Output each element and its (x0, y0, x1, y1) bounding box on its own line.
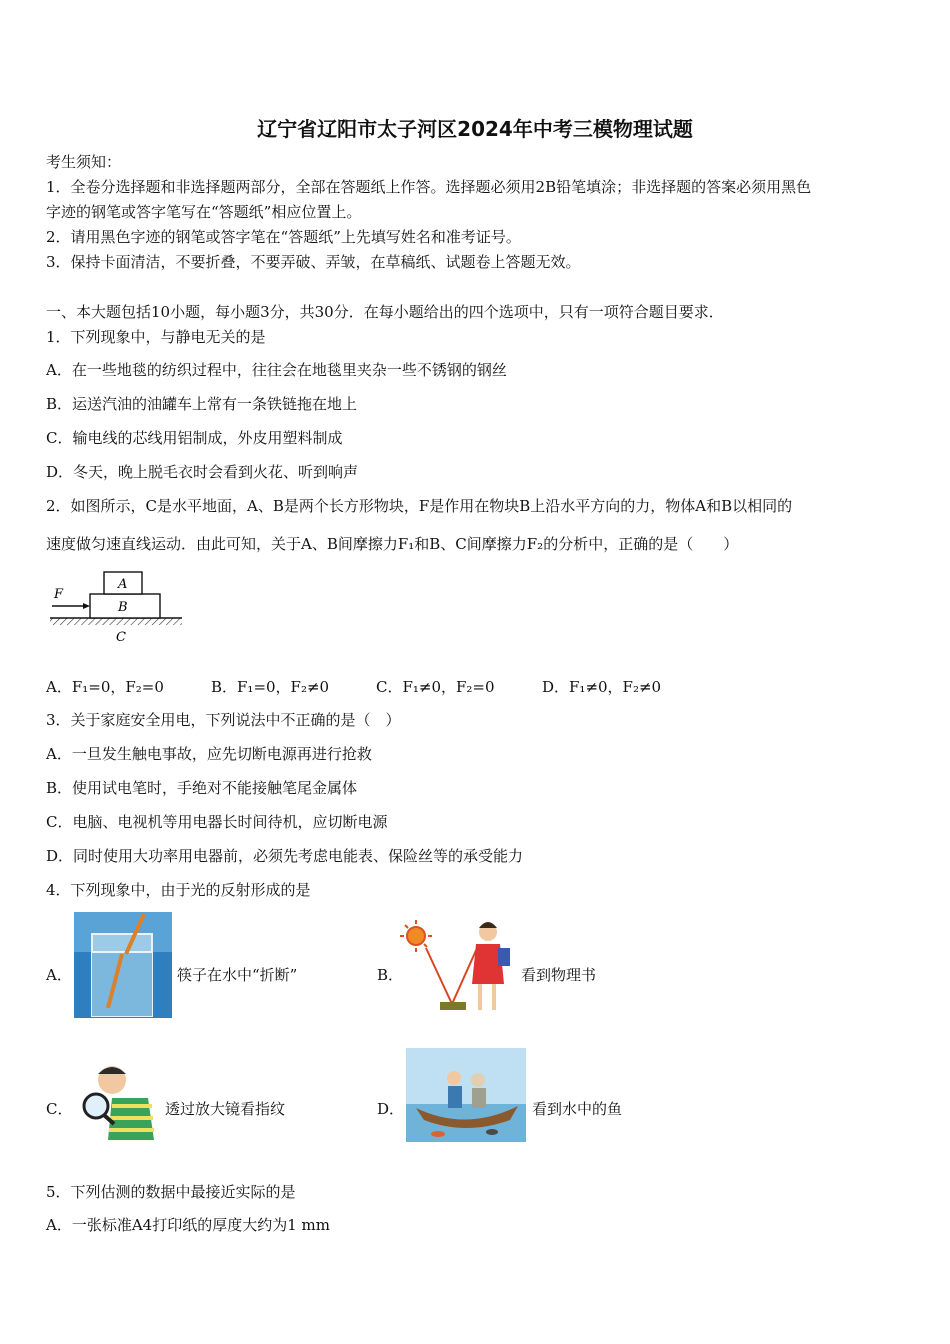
q2-options (46, 676, 906, 696)
sun-icon (407, 927, 425, 945)
notice-heading: 考生须知： (46, 153, 122, 171)
magnifier-icon (84, 1094, 108, 1118)
page-title: 辽宁省辽阳市太子河区2024年中考三模物理试题 (257, 117, 693, 141)
q4-option-b-text: 看到物理书 (521, 966, 597, 984)
q2-stem-1: 2．如图所示，C是水平地面，A、B是两个长方形物块，F是作用在物块B上沿水平方向的力，物体A和B以相同的 (46, 497, 793, 515)
q2-option-d: D．F₁≠0，F₂≠0 (542, 678, 662, 696)
q1-option-c: C．输电线的芯线用铝制成，外皮用塑料制成 (46, 429, 343, 447)
q1-stem: 1．下列现象中，与静电无关的是 (46, 328, 266, 346)
section-1-header: 一、本大题包括10小题，每小题3分，共30分．在每小题给出的四个选项中，只有一项符合题目要求． (46, 303, 724, 321)
notice-line-1: 1．全卷分选择题和非选择题两部分，全部在答题纸上作答。选择题必须用2B铅笔填涂；非选择题的答案必须用黑色 (46, 178, 812, 196)
q4-stem: 4．下列现象中，由于光的反射形成的是 (46, 881, 311, 899)
q2-option-c: C．F₁≠0，F₂=0 (376, 678, 495, 696)
q1-option-d: D．冬天，晚上脱毛衣时会看到火花、听到响声 (46, 463, 359, 481)
chopstick-in-water-image (74, 912, 172, 1018)
q4-option-b-letter: B． (377, 966, 404, 984)
label-c: C (116, 630, 126, 645)
q2-option-a: A．F₁=0，F₂=0 (46, 678, 164, 696)
q4-option-d-letter: D． (377, 1100, 405, 1118)
q4-option-a-letter: A． (46, 966, 72, 984)
q4-option-d-text: 看到水中的鱼 (532, 1100, 623, 1118)
notice-line-3: 3．保持卡面清洁，不要折叠，不要弄破、弄皱，在草稿纸、试题卷上答题无效。 (46, 253, 581, 271)
q4-option-a-text: 筷子在水中“折断” (177, 966, 298, 984)
q3-option-c: C．电脑、电视机等用电器长时间待机，应切断电源 (46, 813, 388, 831)
q1-option-b: B．运送汽油的油罐车上常有一条铁链拖在地上 (46, 395, 358, 413)
q1-option-a: A．在一些地毯的纺织过程中，往往会在地毯里夹杂一些不锈钢的钢丝 (46, 361, 507, 379)
fish-boat-image (406, 1048, 526, 1142)
q3-option-b: B．使用试电笔时，手绝对不能接触笔尾金属体 (46, 779, 358, 797)
girl-reading-book-image (400, 914, 518, 1018)
q5-stem: 5．下列估测的数据中最接近实际的是 (46, 1183, 296, 1201)
q3-stem: 3．关于家庭安全用电，下列说法中不正确的是（ ） (46, 711, 401, 729)
label-f: F (54, 587, 64, 602)
magnifying-glass-boy-image (78, 1060, 162, 1142)
q4-option-c-letter: C． (46, 1100, 73, 1118)
q3-option-a: A．一旦发生触电事故，应先切断电源再进行抢救 (46, 745, 372, 763)
label-a: A (118, 577, 128, 592)
notice-line-2: 2．请用黑色字迹的钢笔或答字笔在“答题纸”上先填写姓名和准考证号。 (46, 228, 521, 246)
q2-option-b: B．F₁=0，F₂≠0 (211, 678, 330, 696)
q5-option-a: A．一张标准A4打印纸的厚度大约为1 mm (46, 1216, 330, 1234)
label-b: B (118, 600, 128, 615)
q2-stem-2: 速度做匀速直线运动．由此可知，关于A、B间摩擦力F₁和B、C间摩擦力F₂的分析中，正确的是（ ） (46, 535, 739, 553)
notice-line-1b: 字迹的钢笔或答字笔写在“答题纸”相应位置上。 (46, 203, 362, 221)
q4-option-c-text: 透过放大镜看指纹 (165, 1100, 286, 1118)
q2-block-diagram (48, 566, 188, 646)
q3-option-d: D．同时使用大功率用电器前，必须先考虑电能表、保险丝等的承受能力 (46, 847, 524, 865)
